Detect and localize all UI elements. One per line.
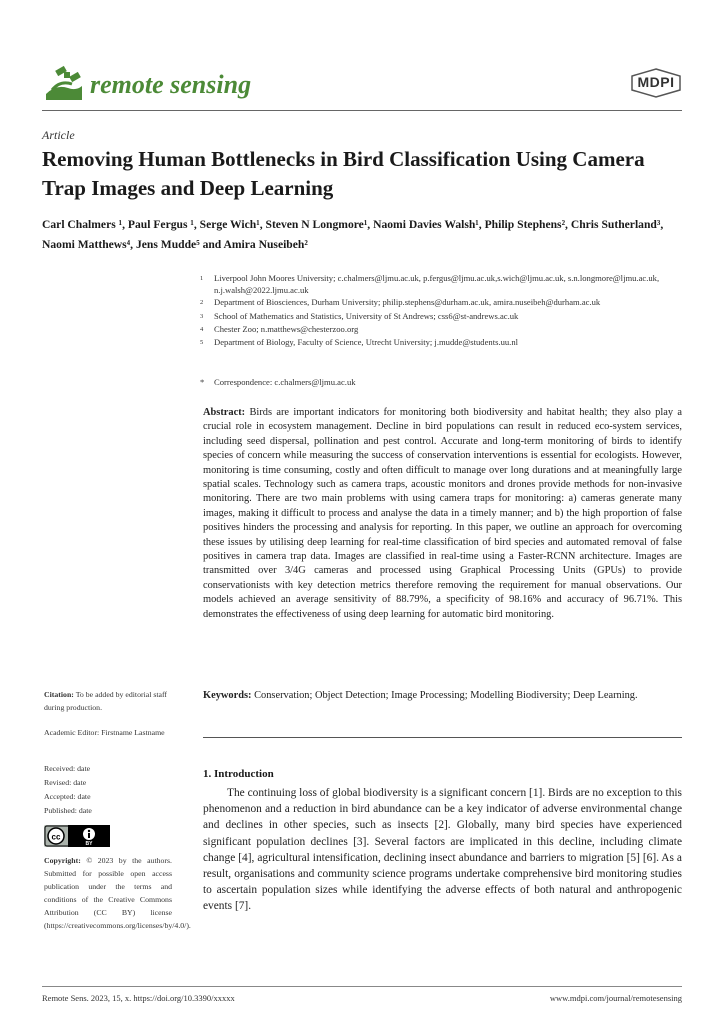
paper-title: Removing Human Bottlenecks in Bird Classification Using Camera Trap Images and Deep Learning (42, 147, 645, 200)
affiliation-item: 4 Chester Zoo; n.matthews@chesterzoo.org (200, 323, 359, 334)
cc-by-license-icon (44, 825, 110, 847)
affiliation-item: 3 School of Mathematics and Statistics, University of St Andrews; css6@st-andrews.ac.uk (200, 310, 519, 321)
keywords-text: Conservation; Object Detection; Image Processing; Modelling Biodiversity; Deep Learning. (254, 690, 638, 701)
footer-divider (42, 986, 682, 987)
author-list: Carl Chalmers ¹, Paul Fergus ¹, Serge Wich¹, Steven N Longmore¹, Naomi Davies Walsh¹, Philip Stephens², Chris Sutherland³, Naomi Matthews⁴, Jens Mudde⁵ and Amira Nuseibeh² (42, 218, 664, 251)
section-heading: 1. Introduction (203, 768, 274, 780)
footer-journal-url[interactable]: www.mdpi.com/journal/remotesensing (549, 993, 682, 1003)
journal-logo (42, 62, 302, 106)
received-date: Received: date (44, 764, 91, 773)
mdpi-logo (630, 68, 682, 98)
intro-paragraph: The continuing loss of global biodiversity is a significant concern [1]. Birds are no exception to this phenomenon and a reduction in bird abundance can be a key indicator of adverse environmental change and declines in other species, such as insects [2]. Globally, many bird species have experienced significant population declines [3]. Several factors are implicated in this decline, including climate change [4], agricultural intensification, declining insect abundance and barriers to migration [5] [6]. As a result, organisations and community science programs undertake comprehensive bird monitoring studies to ascertain population sizes while identifying the adverse effects of both natural and anthropogenic events [7]. (203, 787, 682, 913)
affiliation-item: 2 Department of Biosciences, Durham University; philip.stephens@durham.ac.uk, amira.nuseibeh@durham.ac.uk (200, 297, 601, 308)
abstract-text: Birds are important indicators for monitoring both biodiversity and habitat health; they also play a crucial role in ecosystem management. Decline in bird populations can result in reduced eco-system services, including seed dispersal, pollination and pest control. Accurate and long-term monitoring of birds to identify species of concern while measuring the success of conservation interventions is essential for ecologists. However, monitoring is time consuming, costly and often difficult to manage over long durations and at meaningfully large spatial scales. Technology such as camera traps, acoustic monitors and drones provide methods for non-invasive monitoring. There are two main problems with using camera traps for monitoring: a) cameras generate many images, making it difficult to process and analyse the data in a timely manner; and b) the high proportion of false positives hinders the processing and analysis for reporting. In this paper, we outline an approach for overcoming these issues by utilising deep learning for real-time classification of bird species and automated removal of false positives in camera trap data. Images are classified in real-time using a Faster-RCNN architecture. Images are transmitted over 3/4G cameras and processed using Graphical Processing Units (GPUs) to provide conservationists with key detection metrics therefore removing the requirement for manual observations. Our models achieved an average sensitivity of 88.79%, a specificity of 98.16% and accuracy of 96.71%. This demonstrates the effectiveness of using deep learning for automatic bird monitoring. (203, 407, 683, 620)
affiliations (200, 272, 685, 349)
footer-citation: Remote Sens. 2023, 15, x. https://doi.org/10.3390/xxxxx (42, 993, 235, 1003)
keywords (203, 689, 682, 703)
abstract-label: Abstract: (203, 407, 246, 418)
accepted-date: Accepted: date (44, 792, 91, 801)
revised-date: Revised: date (44, 778, 87, 787)
journal-name: remote sensing (90, 70, 252, 99)
abstract (203, 406, 682, 622)
mdpi-logo-text: MDPI (637, 74, 675, 90)
svg-text:cc: cc (51, 832, 61, 842)
header-divider (42, 110, 682, 111)
article-type: Article (42, 128, 75, 142)
keywords-label: Keywords: (203, 690, 252, 701)
copyright-note: Copyright: © 2023 by the authors. Submitted for possible open access publication under the terms and conditions of the Creative Commons Attribution (CC BY) license (https://creativecommons.org/licenses/by/4.0/). (44, 856, 191, 930)
published-date: Published: date (44, 806, 92, 815)
satellite-icon (42, 64, 86, 104)
academic-editor: Academic Editor: Firstname Lastname (44, 728, 165, 737)
section-divider (203, 737, 682, 738)
affiliation-item: 5 Department of Biology, Faculty of Science, Utrecht University; j.mudde@students.uu.nl (200, 337, 519, 348)
svg-text:BY: BY (85, 841, 93, 847)
citation-note: Citation: To be added by editorial staff during production. (44, 690, 168, 712)
affiliation-item: 1 Liverpool John Moores University; c.chalmers@ljmu.ac.uk, p.fergus@ljmu.ac.uk,s.wich@ljmu.ac.uk, s.n.longmore@ljmu.ac.uk, n.j.walsh@2022.ljmu.ac.uk (200, 273, 660, 296)
correspondence: * Correspondence: c.chalmers@ljmu.ac.uk (200, 377, 356, 387)
